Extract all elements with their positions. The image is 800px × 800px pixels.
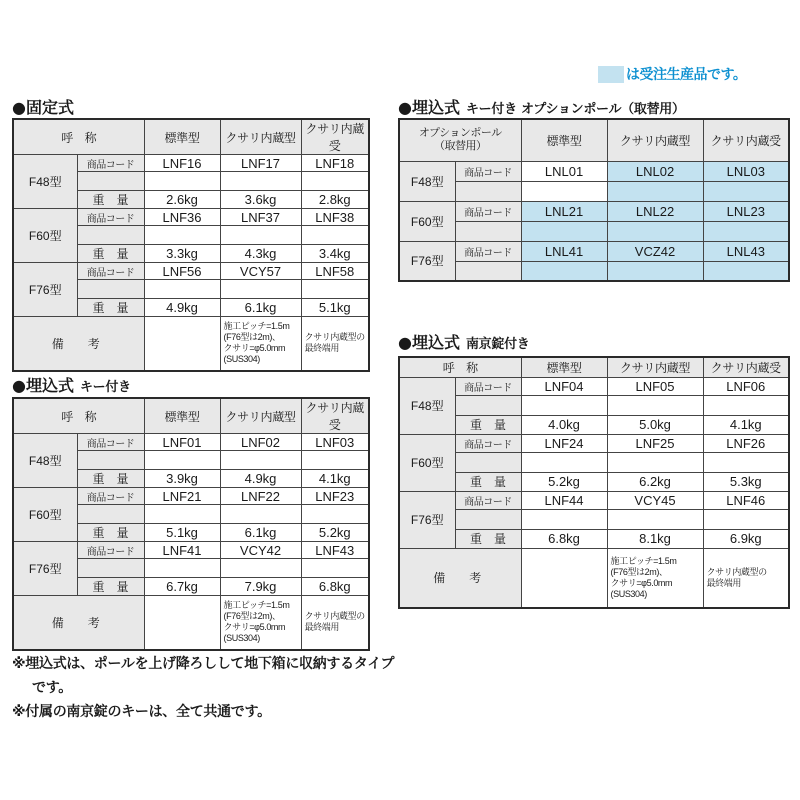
model-f48: F48型 xyxy=(13,155,77,209)
code-cell-made-to-order: LNL03 xyxy=(703,161,789,181)
weight-cell: 3.9kg xyxy=(144,470,220,488)
remark-receiver: クサリ内蔵型の 最終端用 xyxy=(301,596,369,650)
code-cell: VCY57 xyxy=(220,263,301,280)
weight-cell: 6.8kg xyxy=(301,578,369,596)
code-label: 商品コード xyxy=(455,241,521,261)
col-header-receiver: クサリ内蔵受 xyxy=(703,119,789,161)
code-cell: LNF18 xyxy=(301,155,369,172)
code-label: 商品コード xyxy=(77,542,144,559)
code-cell-made-to-order: LNL02 xyxy=(607,161,703,181)
col-header-chain: クサリ内蔵型 xyxy=(220,398,301,434)
weight-label: 重 量 xyxy=(77,299,144,317)
code-cell: LNF03 xyxy=(301,434,369,451)
weight-cell: 3.3kg xyxy=(144,245,220,263)
code-cell-made-to-order: LNL23 xyxy=(703,201,789,221)
code-cell-made-to-order: LNL41 xyxy=(521,241,607,261)
code-cell: LNF36 xyxy=(144,209,220,226)
col-header-standard: 標準型 xyxy=(144,398,220,434)
weight-label: 重 量 xyxy=(77,578,144,596)
weight-label: 重 量 xyxy=(455,472,521,491)
kotei-title: ●固定式 xyxy=(12,98,74,117)
weight-cell: 5.2kg xyxy=(521,472,607,491)
weight-label: 重 量 xyxy=(455,529,521,548)
code-cell: LNF02 xyxy=(220,434,301,451)
code-label: 商品コード xyxy=(455,201,521,221)
code-cell: LNF44 xyxy=(521,491,607,509)
code-cell: LNF58 xyxy=(301,263,369,280)
weight-label: 重 量 xyxy=(77,245,144,263)
legend-swatch xyxy=(598,66,624,83)
weight-cell: 4.3kg xyxy=(220,245,301,263)
model-f76: F76型 xyxy=(13,263,77,317)
umekomi-lock-title: ●埋込式 南京錠付き xyxy=(398,333,530,352)
weight-cell: 4.1kg xyxy=(301,470,369,488)
col-header-name: 呼 称 xyxy=(399,357,521,377)
code-cell: VCY42 xyxy=(220,542,301,559)
code-cell: LNF04 xyxy=(521,377,607,395)
model-f60: F60型 xyxy=(399,434,455,491)
code-cell: LNF37 xyxy=(220,209,301,226)
col-header-standard: 標準型 xyxy=(144,119,220,155)
remarks-label: 備 考 xyxy=(13,317,144,371)
code-cell: LNF56 xyxy=(144,263,220,280)
code-cell: LNF24 xyxy=(521,434,607,452)
umekomi-key-table xyxy=(12,397,370,651)
footnote-1-cont: です。 xyxy=(32,680,72,696)
weight-label: 重 量 xyxy=(455,415,521,434)
weight-cell: 5.3kg xyxy=(703,472,789,491)
col-header-receiver: クサリ内蔵受 xyxy=(301,119,369,155)
model-f48: F48型 xyxy=(399,377,455,434)
model-f48: F48型 xyxy=(399,161,455,201)
model-f76: F76型 xyxy=(13,542,77,596)
weight-label: 重 量 xyxy=(77,470,144,488)
col-header-option-pole: オプションポール （取替用） xyxy=(399,119,521,161)
model-f76: F76型 xyxy=(399,241,455,281)
remark-chain: 施工ピッチ=1.5m (F76型は2m)、 クサリ=φ5.0mm (SUS304) xyxy=(220,317,301,371)
option-pole-title: ●埋込式 キー付き オプションポール（取替用） xyxy=(398,98,685,117)
umekomi-lock-table xyxy=(398,356,790,609)
weight-cell: 6.2kg xyxy=(607,472,703,491)
code-label: 商品コード xyxy=(455,434,521,452)
footnote-1: ※埋込式は、ポールを上げ降ろしして地下箱に収納するタイプ xyxy=(12,656,395,672)
weight-cell: 5.0kg xyxy=(607,415,703,434)
code-cell: LNF17 xyxy=(220,155,301,172)
footnote-2: ※付属の南京錠のキーは、全て共通です。 xyxy=(12,704,271,720)
col-header-chain: クサリ内蔵型 xyxy=(607,357,703,377)
remarks-label: 備 考 xyxy=(13,596,144,650)
remark-receiver: クサリ内蔵型の 最終端用 xyxy=(703,548,789,608)
code-cell: LNF38 xyxy=(301,209,369,226)
weight-cell: 6.8kg xyxy=(521,529,607,548)
weight-cell: 4.0kg xyxy=(521,415,607,434)
col-header-name: 呼 称 xyxy=(13,119,144,155)
code-label: 商品コード xyxy=(77,488,144,505)
weight-cell: 6.7kg xyxy=(144,578,220,596)
legend xyxy=(598,64,746,84)
col-header-name: 呼 称 xyxy=(13,398,144,434)
weight-cell: 3.6kg xyxy=(220,191,301,209)
code-cell: LNF43 xyxy=(301,542,369,559)
weight-cell: 4.9kg xyxy=(220,470,301,488)
code-cell: LNF21 xyxy=(144,488,220,505)
code-cell: LNF26 xyxy=(703,434,789,452)
code-cell: LNL01 xyxy=(521,161,607,181)
col-header-receiver: クサリ内蔵受 xyxy=(301,398,369,434)
code-cell: LNF16 xyxy=(144,155,220,172)
code-cell-made-to-order: LNL21 xyxy=(521,201,607,221)
code-cell: LNF01 xyxy=(144,434,220,451)
code-label: 商品コード xyxy=(455,377,521,395)
code-cell: LNF22 xyxy=(220,488,301,505)
weight-cell: 5.1kg xyxy=(144,524,220,542)
model-f60: F60型 xyxy=(13,488,77,542)
remark-receiver: クサリ内蔵型の 最終端用 xyxy=(301,317,369,371)
weight-cell: 7.9kg xyxy=(220,578,301,596)
code-cell-made-to-order: LNL43 xyxy=(703,241,789,261)
weight-cell: 6.1kg xyxy=(220,524,301,542)
weight-cell: 6.1kg xyxy=(220,299,301,317)
remark-chain: 施工ピッチ=1.5m (F76型は2m)、 クサリ=φ5.0mm (SUS304) xyxy=(220,596,301,650)
code-cell: LNF46 xyxy=(703,491,789,509)
weight-cell: 2.8kg xyxy=(301,191,369,209)
model-f60: F60型 xyxy=(399,201,455,241)
code-label: 商品コード xyxy=(77,263,144,280)
weight-cell: 5.1kg xyxy=(301,299,369,317)
col-header-receiver: クサリ内蔵受 xyxy=(703,357,789,377)
weight-cell: 2.6kg xyxy=(144,191,220,209)
remark-chain: 施工ピッチ=1.5m (F76型は2m)、 クサリ=φ5.0mm (SUS304) xyxy=(607,548,703,608)
code-label: 商品コード xyxy=(455,491,521,509)
col-header-standard: 標準型 xyxy=(521,119,607,161)
code-cell-made-to-order: VCZ42 xyxy=(607,241,703,261)
code-label: 商品コード xyxy=(455,161,521,181)
model-f76: F76型 xyxy=(399,491,455,548)
kotei-table xyxy=(12,118,370,372)
model-f60: F60型 xyxy=(13,209,77,263)
code-label: 商品コード xyxy=(77,209,144,226)
legend-text: は受注生産品です。 xyxy=(626,67,747,83)
code-label: 商品コード xyxy=(77,155,144,172)
code-cell-made-to-order: LNL22 xyxy=(607,201,703,221)
weight-label: 重 量 xyxy=(77,524,144,542)
umekomi-key-title: ●埋込式 キー付き xyxy=(12,376,131,395)
col-header-chain: クサリ内蔵型 xyxy=(607,119,703,161)
weight-cell: 4.9kg xyxy=(144,299,220,317)
option-pole-table xyxy=(398,118,790,282)
weight-cell: 5.2kg xyxy=(301,524,369,542)
weight-cell: 3.4kg xyxy=(301,245,369,263)
col-header-chain: クサリ内蔵型 xyxy=(220,119,301,155)
code-cell: LNF41 xyxy=(144,542,220,559)
weight-label: 重 量 xyxy=(77,191,144,209)
weight-cell: 8.1kg xyxy=(607,529,703,548)
code-cell: LNF06 xyxy=(703,377,789,395)
code-cell: LNF23 xyxy=(301,488,369,505)
col-header-standard: 標準型 xyxy=(521,357,607,377)
code-cell: LNF05 xyxy=(607,377,703,395)
remarks-label: 備 考 xyxy=(399,548,521,608)
code-label: 商品コード xyxy=(77,434,144,451)
code-cell: LNF25 xyxy=(607,434,703,452)
weight-cell: 4.1kg xyxy=(703,415,789,434)
weight-cell: 6.9kg xyxy=(703,529,789,548)
model-f48: F48型 xyxy=(13,434,77,488)
footnotes xyxy=(12,652,492,724)
code-cell: VCY45 xyxy=(607,491,703,509)
